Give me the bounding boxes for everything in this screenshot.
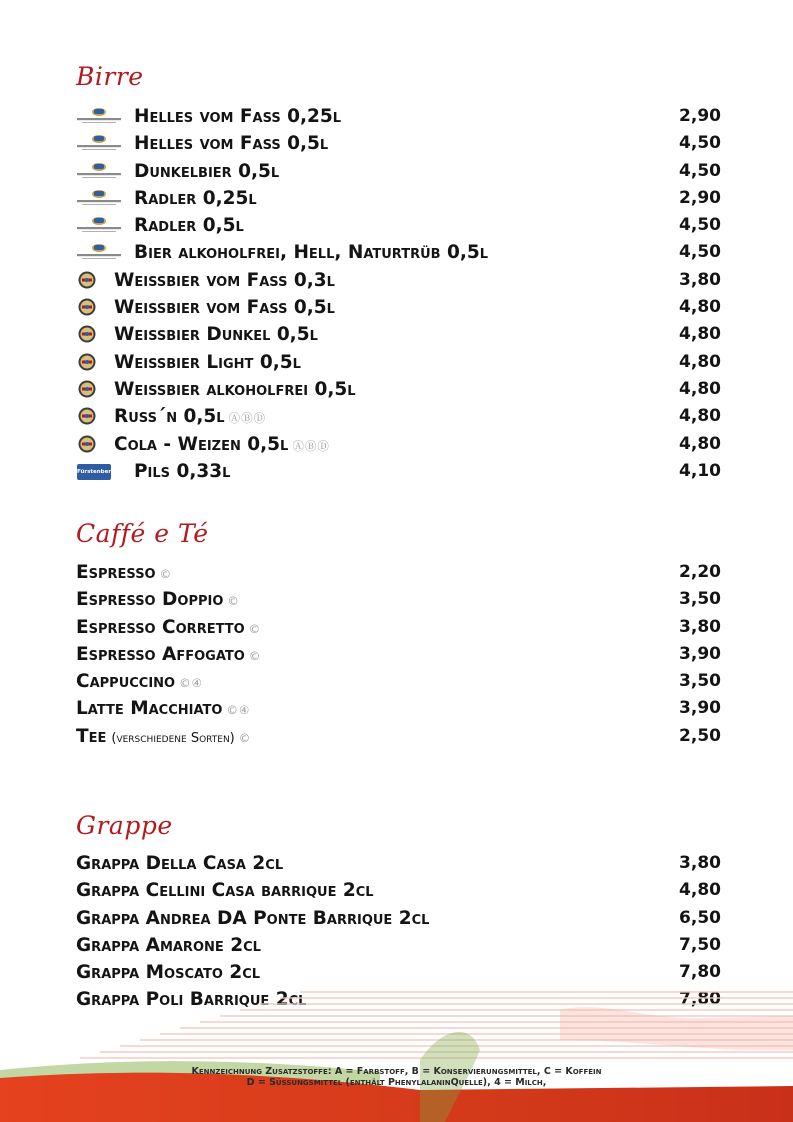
additive-marks: ⒶⒷⒹ (292, 438, 330, 453)
item-price: 2,20 (679, 562, 721, 582)
item-name (134, 130, 328, 157)
item-name-text: Dunkelbier 0,5l (134, 160, 280, 182)
item-name-text: Helles vom Fass 0,25l (134, 106, 342, 127)
item-price: 2,50 (679, 725, 721, 746)
item-name-text: Cappuccino (76, 671, 176, 693)
item-name (134, 212, 244, 239)
weissbier-badge-icon (78, 353, 96, 371)
birre-list (0, 103, 793, 485)
item-name (114, 267, 335, 294)
item-name (114, 403, 266, 432)
item-name-text: Weissbier vom Fass 0,5l (114, 297, 335, 319)
menu-item (0, 586, 793, 613)
item-name-text: Radler 0,25l (134, 187, 257, 209)
menu-item (0, 431, 793, 458)
item-name (134, 158, 279, 185)
item-price: 3,50 (679, 589, 721, 610)
item-price: 4,50 (679, 215, 721, 236)
item-price: 4,80 (679, 406, 721, 427)
menu-item (0, 403, 793, 430)
menu-item (0, 349, 793, 376)
item-name: Grappa Andrea DA Ponte Barrique 2cl (76, 907, 430, 929)
item-name (76, 586, 240, 615)
menu-item (0, 458, 793, 485)
additive-marks: ©④ (179, 676, 203, 691)
item-name (114, 376, 356, 403)
menu-item (0, 267, 793, 294)
item-name-text: Weissbier Dunkel 0,5l (114, 324, 318, 346)
item-name-text: Weissbier vom Fass 0,3l (114, 269, 335, 291)
item-price: 3,80 (679, 269, 721, 290)
item-name-text: Radler 0,5l (134, 215, 244, 237)
menu-item (0, 932, 793, 959)
item-name-text: Bier alkoholfrei, Hell, Naturtrüb 0,5l (134, 242, 489, 264)
weissbier-badge-icon (78, 325, 96, 343)
weissbier-badge-icon (78, 435, 96, 453)
menu-item (0, 877, 793, 904)
menu-item (0, 103, 793, 130)
item-price: 6,50 (679, 907, 721, 928)
menu-item (0, 321, 793, 348)
item-name (134, 239, 488, 266)
menu-item (0, 158, 793, 185)
additive-marks: © (238, 730, 252, 745)
additive-marks: ©④ (226, 703, 251, 718)
item-name: Grappa Moscato 2cl (76, 962, 261, 984)
beer-label-icon (76, 134, 122, 152)
item-name-text: Pils 0,33l (134, 460, 231, 482)
item-price: 3,80 (679, 616, 721, 637)
menu-item (0, 614, 793, 641)
menu-item (0, 130, 793, 157)
beer-label-icon (76, 162, 122, 180)
additive-marks: © (159, 567, 173, 581)
menu-item (0, 294, 793, 321)
menu-item (0, 185, 793, 212)
item-name (76, 614, 261, 643)
footer-legend (0, 1066, 793, 1088)
item-price: 4,80 (679, 324, 721, 345)
item-name (76, 641, 261, 670)
item-name (114, 294, 335, 321)
weissbier-badge-icon (78, 271, 96, 289)
footer-line-2: D = Süssungsmittel (enthält PhenylalaninQuelle), 4 = Milch, (246, 1077, 547, 1088)
weissbier-badge-icon (78, 407, 96, 425)
footer-wave-decoration (0, 990, 793, 1122)
item-name-text: Russ´n 0,5l (114, 406, 225, 428)
weissbier-badge-icon (78, 298, 96, 316)
item-note: (verschiedene Sorten) (111, 730, 235, 746)
additive-marks: © (248, 648, 262, 663)
item-name-text: Espresso Corretto (76, 616, 245, 638)
menu-item (0, 376, 793, 403)
item-name: Grappa Poli Barrique 2cl (76, 989, 307, 1011)
item-price: 3,90 (679, 698, 721, 719)
footer-line-1: Kennzeichnung Zusatzstoffe: A = Farbstoff, B = Konservierungsmittel, C = Koffein (191, 1066, 602, 1077)
menu-item (0, 695, 793, 722)
item-name: Grappa Cellini Casa barrique 2cl (76, 880, 374, 902)
menu-item (0, 723, 793, 750)
menu-item (0, 959, 793, 986)
beer-label-icon (76, 189, 122, 207)
item-price: 2,90 (679, 187, 721, 208)
item-name-text: Espresso Affogato (76, 643, 245, 665)
beer-label-icon (76, 216, 122, 234)
item-price: 7,80 (679, 962, 721, 983)
item-price: 3,80 (679, 853, 721, 873)
item-name (76, 695, 250, 724)
menu-item (0, 641, 793, 668)
weissbier-badge-icon (78, 380, 96, 398)
item-name-text: Tee (76, 725, 107, 747)
item-name-text: Helles vom Fass 0,5l (134, 133, 329, 155)
item-name-text: Cola - Weizen 0,5l (114, 433, 289, 455)
item-name (114, 349, 301, 376)
item-name (134, 458, 230, 485)
item-price: 7,80 (679, 989, 721, 1010)
item-name-text: Weissbier alkoholfrei 0,5l (114, 378, 356, 400)
item-price: 2,90 (679, 106, 721, 126)
additive-marks: © (227, 594, 240, 609)
item-price: 4,50 (679, 160, 721, 181)
item-name (76, 559, 172, 588)
item-name-text: Latte Macchiato (76, 698, 223, 720)
item-price: 3,90 (679, 643, 721, 664)
item-name (134, 103, 341, 130)
item-name: Grappa Della Casa 2cl (76, 853, 284, 874)
item-price: 4,10 (679, 460, 721, 481)
item-name: Grappa Amarone 2cl (76, 934, 261, 956)
item-price: 4,50 (679, 133, 721, 154)
item-price: 4,80 (679, 880, 721, 901)
menu-item (0, 212, 793, 239)
item-name-text: Espresso (76, 562, 156, 583)
item-name (114, 431, 330, 460)
item-price: 3,50 (679, 671, 721, 692)
item-name-text: Weissbier Light 0,5l (114, 351, 301, 373)
item-price: 4,80 (679, 433, 721, 454)
item-name (134, 185, 257, 212)
fuerstenberg-logo-icon: Fürstenberg (77, 464, 111, 480)
item-name (76, 723, 251, 752)
item-name (114, 321, 318, 348)
section-title-caffe: Caffé e Té (76, 519, 209, 548)
beer-label-icon (76, 243, 122, 261)
beer-label-icon (76, 107, 122, 125)
menu-item (0, 668, 793, 695)
item-price: 4,80 (679, 351, 721, 372)
item-name (76, 668, 203, 697)
menu-item (0, 559, 793, 586)
additive-marks: ⒶⒷⒹ (228, 411, 267, 426)
item-price: 4,80 (679, 378, 721, 399)
section-title-birre: Birre (76, 62, 144, 91)
caffe-list (0, 559, 793, 750)
item-price: 4,50 (679, 242, 721, 263)
item-name-text: Espresso Doppio (76, 589, 224, 611)
item-price: 7,50 (679, 934, 721, 955)
additive-marks: © (248, 621, 262, 636)
menu-item (0, 905, 793, 932)
menu-item (0, 239, 793, 266)
item-price: 4,80 (679, 297, 721, 318)
section-title-grappe: Grappe (76, 811, 173, 840)
menu-item (0, 850, 793, 877)
